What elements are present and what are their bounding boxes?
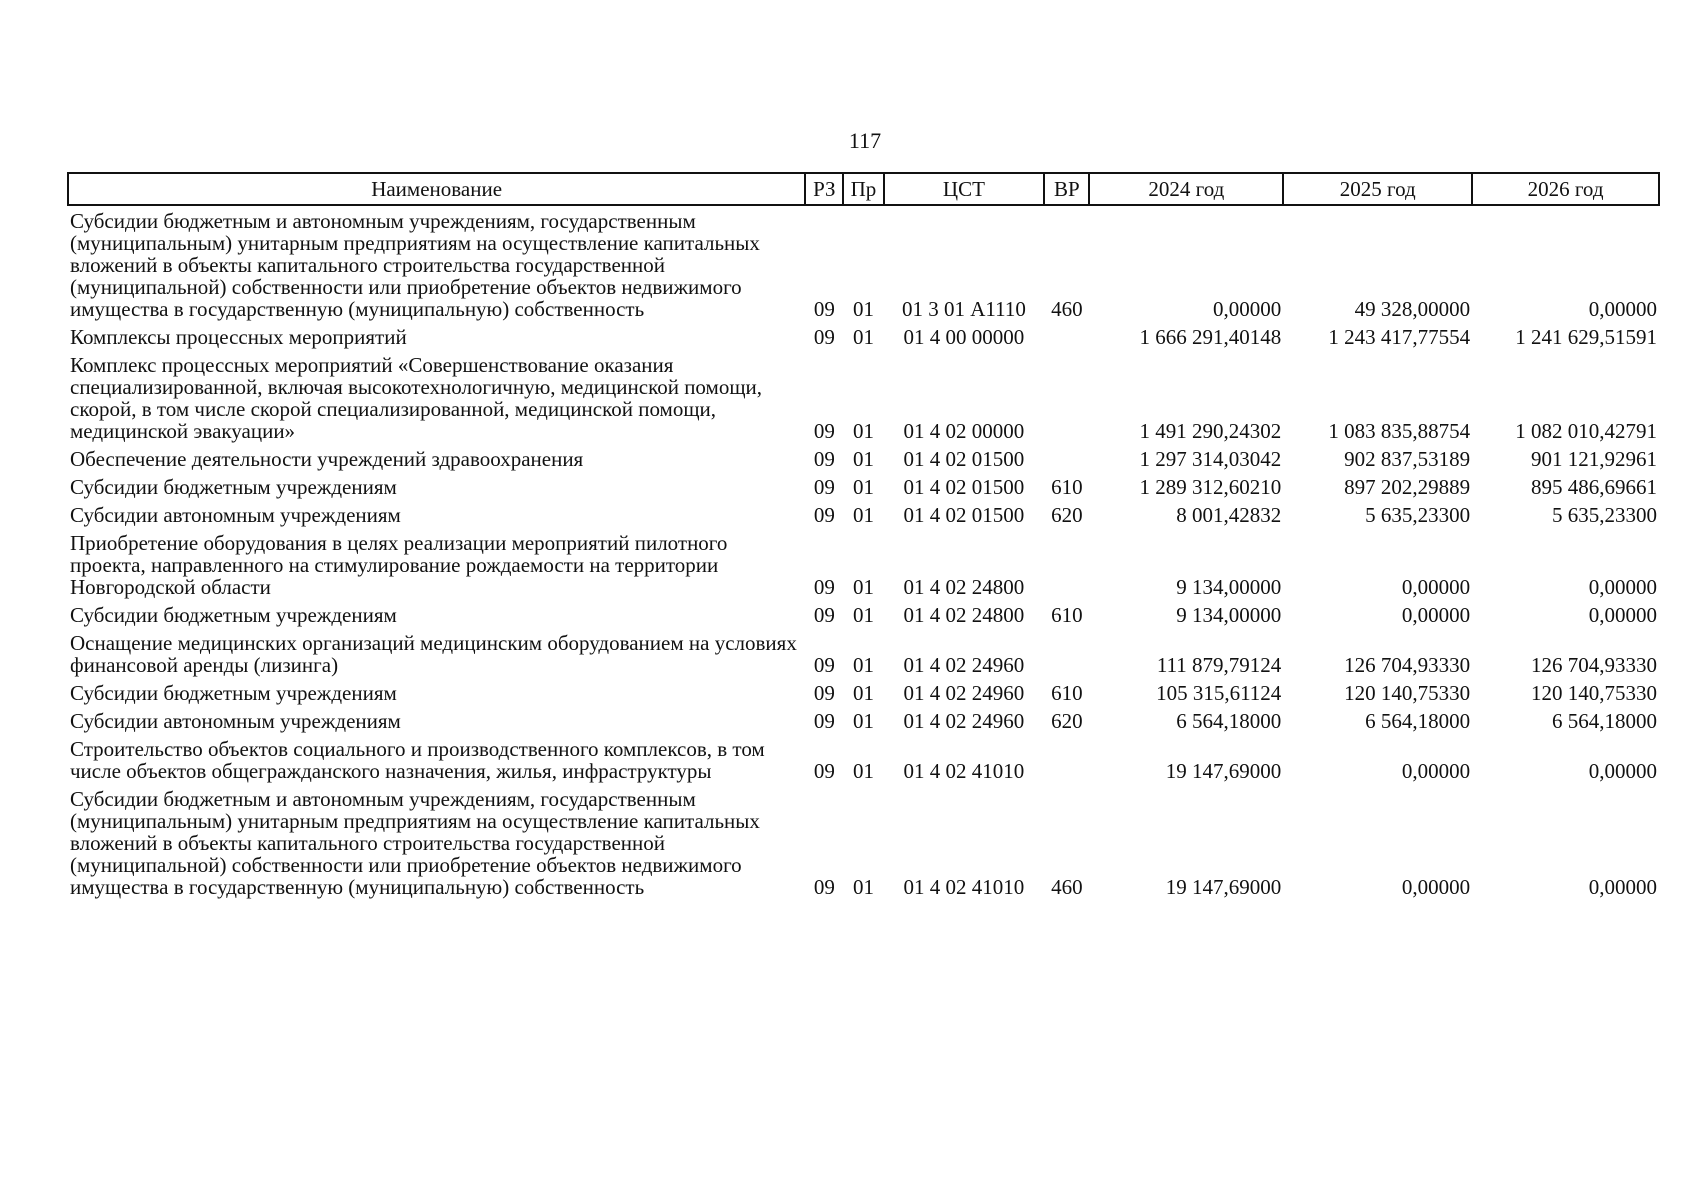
- cell-vr: [1044, 526, 1089, 598]
- cell-2025: 0,00000: [1401, 759, 1471, 783]
- cell-cst: 01 3 01 А1110: [901, 297, 1026, 321]
- cell-2024: 9 134,00000: [1176, 575, 1282, 599]
- cell-2025: 902 837,53189: [1344, 447, 1471, 471]
- cell-pr: 01: [852, 503, 874, 527]
- table-row: [68, 320, 1659, 348]
- header-name: Наименование: [68, 173, 805, 205]
- cell-2024: 6 564,18000: [1176, 709, 1282, 733]
- cell-2025: 1 243 417,77554: [1328, 325, 1471, 349]
- cell-vr: 620: [1051, 709, 1083, 733]
- cell-2024: 8 001,42832: [1176, 503, 1282, 527]
- cell-cst: 01 4 02 00000: [903, 419, 1025, 443]
- cell-pr: 01: [852, 653, 874, 677]
- cell-2026: 0,00000: [1588, 575, 1657, 599]
- cell-cst: 01 4 02 41010: [903, 875, 1025, 899]
- cell-rz: 09: [813, 419, 835, 443]
- cell-2025: 0,00000: [1401, 875, 1471, 899]
- cell-2024: 0,00000: [1213, 297, 1282, 321]
- table-row: [68, 626, 1659, 676]
- header-2024: 2024 год: [1089, 173, 1283, 205]
- cell-cst: 01 4 02 24960: [903, 681, 1025, 705]
- cell-2026: 0,00000: [1588, 297, 1657, 321]
- cell-2025: 0,00000: [1401, 603, 1471, 627]
- header-rz: РЗ: [805, 173, 843, 205]
- cell-cst: 01 4 00 00000: [903, 325, 1025, 349]
- header-vr: ВР: [1044, 173, 1089, 205]
- header-2026: 2026 год: [1472, 173, 1659, 205]
- cell-rz: 09: [813, 709, 835, 733]
- cell-pr: 01: [852, 709, 874, 733]
- cell-vr: [1044, 732, 1089, 782]
- cell-vr: 610: [1051, 475, 1083, 499]
- cell-rz: 09: [813, 503, 835, 527]
- cell-2025: 126 704,93330: [1344, 653, 1471, 677]
- cell-2026: 6 564,18000: [1552, 709, 1657, 733]
- table-body: [68, 205, 1659, 898]
- cell-2026: 120 140,75330: [1531, 681, 1657, 705]
- cell-pr: 01: [852, 681, 874, 705]
- cell-vr: 620: [1051, 503, 1083, 527]
- cell-2025: 5 635,23300: [1365, 503, 1471, 527]
- cell-pr: 01: [852, 575, 874, 599]
- cell-2025: 1 083 835,88754: [1328, 419, 1471, 443]
- cell-2026: 901 121,92961: [1531, 447, 1657, 471]
- cell-2025: 0,00000: [1401, 575, 1471, 599]
- cell-vr: [1044, 626, 1089, 676]
- cell-2024: 9 134,00000: [1176, 603, 1282, 627]
- cell-2024: 19 147,69000: [1165, 875, 1282, 899]
- cell-vr: 610: [1051, 681, 1083, 705]
- cell-pr: 01: [852, 759, 874, 783]
- cell-pr: 01: [852, 603, 874, 627]
- table-header: [68, 173, 1659, 205]
- cell-rz: 09: [813, 297, 835, 321]
- cell-vr: 460: [1051, 297, 1083, 321]
- cell-rz: 09: [813, 681, 835, 705]
- cell-2024: 111 879,79124: [1156, 653, 1282, 677]
- cell-vr: 460: [1051, 875, 1083, 899]
- cell-2025: 6 564,18000: [1365, 709, 1471, 733]
- cell-2024: 19 147,69000: [1165, 759, 1282, 783]
- cell-name: Оснащение медицинских организаций медицинским оборудованием на условиях финансовой аренды (лизинга): [70, 631, 797, 677]
- cell-rz: 09: [813, 875, 835, 899]
- cell-2026: 0,00000: [1588, 603, 1657, 627]
- cell-rz: 09: [813, 447, 835, 471]
- cell-name: Строительство объектов социального и производственного комплексов, в том числе объектов общегражданского назначения, жилья, инфраструктуры: [70, 737, 765, 783]
- cell-2026: 1 241 629,51591: [1515, 325, 1657, 349]
- table-row: [68, 498, 1659, 526]
- cell-cst: 01 4 02 41010: [903, 759, 1025, 783]
- table-row: [68, 704, 1659, 732]
- header-cst: ЦСТ: [884, 173, 1045, 205]
- table-row: [68, 732, 1659, 782]
- cell-2026: 0,00000: [1588, 875, 1657, 899]
- cell-rz: 09: [813, 603, 835, 627]
- cell-name: Субсидии бюджетным учреждениям: [70, 603, 397, 627]
- cell-vr: [1044, 320, 1089, 348]
- table-row: [68, 442, 1659, 470]
- cell-cst: 01 4 02 01500: [903, 503, 1025, 527]
- table-row: [68, 676, 1659, 704]
- cell-name: Комплексы процессных мероприятий: [70, 325, 407, 349]
- cell-2025: 49 328,00000: [1354, 297, 1471, 321]
- header-row: [68, 173, 1659, 205]
- table-row: [68, 470, 1659, 498]
- table-row: [68, 782, 1659, 898]
- cell-2024: 1 666 291,40148: [1139, 325, 1282, 349]
- header-pr: Пр: [843, 173, 883, 205]
- cell-2026: 126 704,93330: [1531, 653, 1657, 677]
- cell-name: Субсидии бюджетным и автономным учреждениям, государственным (муниципальным) унитарным предприятиям на осуществление капитальных вложений в объекты капитального строительства государственной (муниципальной) собственности или приобретение объектов недвижимого имущества в государственную (муниципальную) собственность: [70, 787, 760, 899]
- table-row: [68, 348, 1659, 442]
- table-row: [68, 205, 1659, 320]
- cell-2025: 897 202,29889: [1344, 475, 1471, 499]
- cell-2026: 0,00000: [1588, 759, 1657, 783]
- cell-cst: 01 4 02 24960: [903, 709, 1025, 733]
- cell-cst: 01 4 02 01500: [903, 447, 1025, 471]
- cell-rz: 09: [813, 325, 835, 349]
- cell-2024: 105 315,61124: [1156, 681, 1282, 705]
- cell-2024: 1 491 290,24302: [1139, 419, 1282, 443]
- cell-name: Субсидии бюджетным учреждениям: [70, 681, 397, 705]
- header-2025: 2025 год: [1283, 173, 1472, 205]
- cell-name: Приобретение оборудования в целях реализации мероприятий пилотного проекта, направленного на стимулирование рождаемости на территории Новгородской области: [70, 531, 728, 599]
- cell-name: Обеспечение деятельности учреждений здравоохранения: [70, 447, 584, 471]
- cell-vr: [1044, 442, 1089, 470]
- cell-name: Субсидии автономным учреждениям: [70, 503, 401, 527]
- cell-2026: 1 082 010,42791: [1515, 419, 1657, 443]
- cell-rz: 09: [813, 575, 835, 599]
- cell-pr: 01: [852, 447, 874, 471]
- cell-pr: 01: [852, 419, 874, 443]
- cell-pr: 01: [852, 325, 874, 349]
- cell-rz: 09: [813, 759, 835, 783]
- cell-2024: 1 289 312,60210: [1139, 475, 1282, 499]
- cell-2024: 1 297 314,03042: [1139, 447, 1282, 471]
- cell-2026: 895 486,69661: [1531, 475, 1657, 499]
- cell-cst: 01 4 02 24800: [903, 575, 1025, 599]
- cell-pr: 01: [852, 875, 874, 899]
- cell-2025: 120 140,75330: [1344, 681, 1471, 705]
- cell-rz: 09: [813, 475, 835, 499]
- cell-2026: 5 635,23300: [1552, 503, 1657, 527]
- cell-vr: 610: [1051, 603, 1083, 627]
- budget-table: [67, 172, 1660, 898]
- cell-name: Субсидии автономным учреждениям: [70, 709, 401, 733]
- cell-name: Комплекс процессных мероприятий «Совершенствование оказания специализированной, включая высокотехнологичную, медицинской помощи, скорой, в том числе скорой специализированной, медицинской помощи, медицинской эвакуации»: [70, 353, 762, 443]
- cell-pr: 01: [852, 297, 874, 321]
- cell-name: Субсидии бюджетным и автономным учреждениям, государственным (муниципальным) унитарным предприятиям на осуществление капитальных вложений в объекты капитального строительства государственной (муниципальной) собственности или приобретение объектов недвижимого имущества в государственную (муниципальную) собственность: [70, 209, 760, 321]
- cell-cst: 01 4 02 01500: [903, 475, 1025, 499]
- cell-pr: 01: [852, 475, 874, 499]
- cell-cst: 01 4 02 24800: [903, 603, 1025, 627]
- cell-name: Субсидии бюджетным учреждениям: [70, 475, 397, 499]
- cell-cst: 01 4 02 24960: [903, 653, 1025, 677]
- table-row: [68, 598, 1659, 626]
- cell-vr: [1044, 348, 1089, 442]
- cell-rz: 09: [813, 653, 835, 677]
- page-number: 117: [848, 128, 882, 153]
- table-row: [68, 526, 1659, 598]
